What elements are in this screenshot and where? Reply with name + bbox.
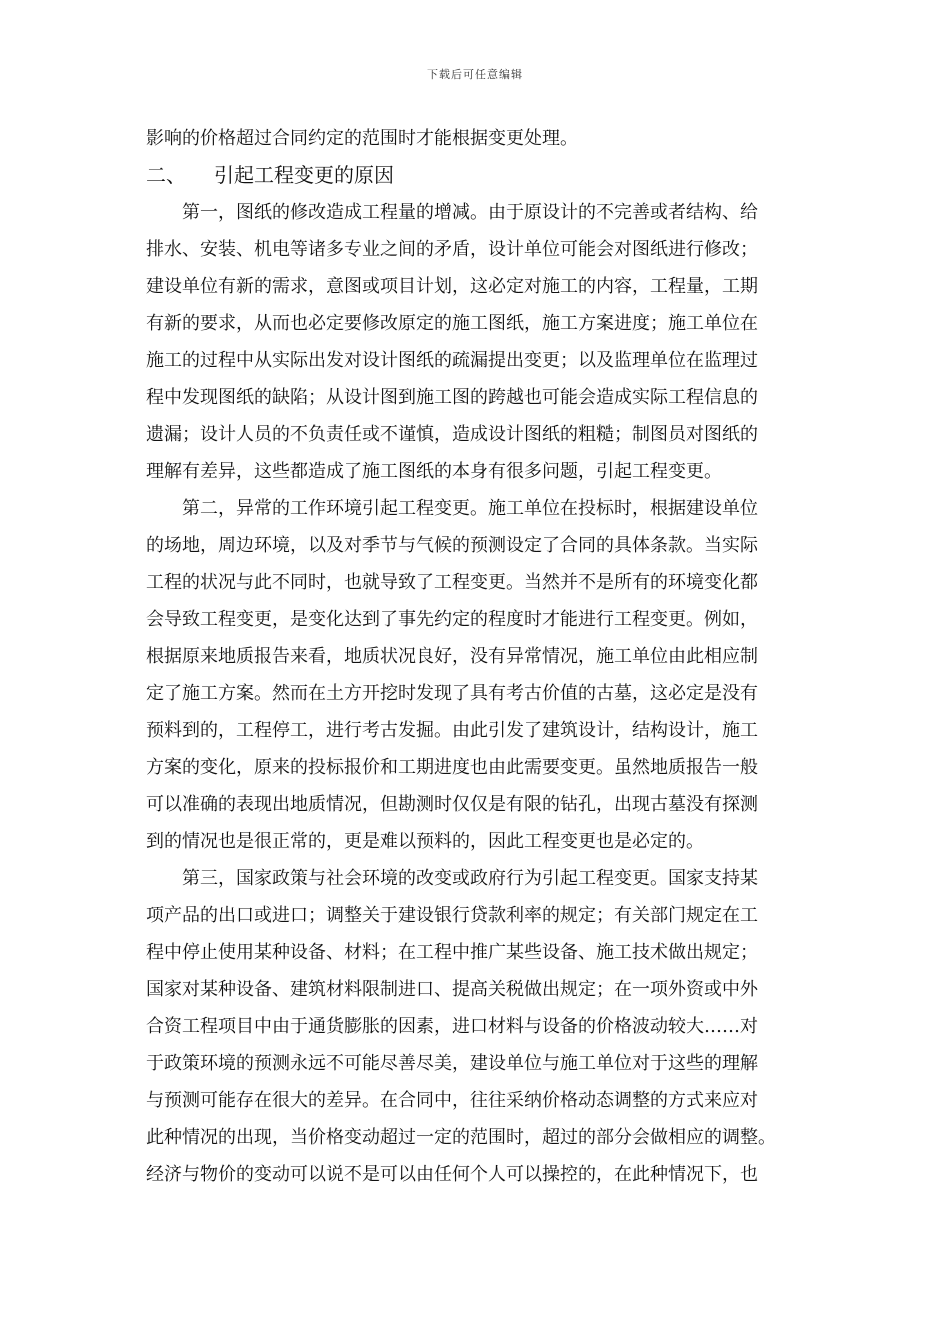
paragraph-line: 第一，图纸的修改造成工程量的增减。由于原设计的不完善或者结构、给 (182, 202, 758, 223)
document-body (146, 120, 806, 1193)
paragraph-line: 建设单位有新的需求，意图或项目计划，这必定对施工的内容，工程量，工期 (146, 276, 758, 297)
paragraph-2 (146, 490, 806, 860)
section-number: 二、 (146, 163, 186, 187)
paragraph-line: 国家对某种设备、建筑材料限制进口、提高关税做出规定；在一项外资或中外 (146, 979, 758, 1000)
paragraph-line: 经济与物价的变动可以说不是可以由任何个人可以操控的，在此种情况下，也 (146, 1164, 758, 1185)
paragraph-line: 定了施工方案。然而在土方开挖时发现了具有考古价值的古墓，这必定是没有 (146, 683, 758, 704)
paragraph-line: 与预测可能存在很大的差异。在合同中，往往采纳价格动态调整的方式来应对 (146, 1090, 758, 1111)
header-note: 下载后可任意编辑 (427, 68, 523, 81)
paragraph-line: 会导致工程变更，是变化达到了事先约定的程度时才能进行工程变更。例如， (146, 609, 758, 630)
paragraph-line: 施工的过程中从实际出发对设计图纸的疏漏提出变更；以及监理单位在监理过 (146, 350, 758, 371)
paragraph-line: 程中发现图纸的缺陷；从设计图到施工图的跨越也可能会造成实际工程信息的 (146, 387, 758, 408)
paragraph-line: 于政策环境的预测永远不可能尽善尽美，建设单位与施工单位对于这些的理解 (146, 1053, 758, 1074)
continuation-line: 影响的价格超过合同约定的范围时才能根据变更处理。 (146, 128, 578, 149)
paragraph-line: 第二，异常的工作环境引起工程变更。施工单位在投标时，根据建设单位 (182, 498, 758, 519)
paragraph-line: 程中停止使用某种设备、材料；在工程中推广某些设备、施工技术做出规定； (146, 942, 758, 963)
section-title: 引起工程变更的原因 (214, 163, 394, 187)
paragraph-line: 方案的变化，原来的投标报价和工期进度也由此需要变更。虽然地质报告一般 (146, 757, 758, 778)
paragraph-line: 合资工程项目中由于通货膨胀的因素，进口材料与设备的价格波动较大……对 (146, 1016, 758, 1037)
paragraph-line: 第三，国家政策与社会环境的改变或政府行为引起工程变更。国家支持某 (182, 868, 758, 889)
paragraph-line: 工程的状况与此不同时，也就导致了工程变更。当然并不是所有的环境变化都 (146, 572, 758, 593)
paragraph-line: 遗漏；设计人员的不负责任或不谨慎，造成设计图纸的粗糙；制图员对图纸的 (146, 424, 758, 445)
paragraph-line: 预料到的，工程停工，进行考古发掘。由此引发了建筑设计，结构设计，施工 (146, 720, 758, 741)
paragraph-line: 可以准确的表现出地质情况，但勘测时仅仅是有限的钻孔，出现古墓没有探测 (146, 794, 758, 815)
paragraph-line: 项产品的出口或进口；调整关于建设银行贷款利率的规定；有关部门规定在工 (146, 905, 758, 926)
paragraph-1 (146, 194, 806, 490)
paragraph-line: 到的情况也是很正常的，更是难以预料的，因此工程变更也是必定的。 (146, 831, 704, 852)
paragraph-line: 的场地，周边环境，以及对季节与气候的预测设定了合同的具体条款。当实际 (146, 535, 758, 556)
paragraph-3 (146, 860, 806, 1193)
section-heading (146, 157, 806, 194)
paragraph-line: 排水、安装、机电等诸多专业之间的矛盾，设计单位可能会对图纸进行修改； (146, 239, 758, 260)
paragraph-line: 有新的要求，从而也必定要修改原定的施工图纸，施工方案进度；施工单位在 (146, 313, 758, 334)
paragraph-line: 此种情况的出现，当价格变动超过一定的范围时，超过的部分会做相应的调整。 (146, 1127, 776, 1148)
paragraph-line: 理解有差异，这些都造成了施工图纸的本身有很多问题，引起工程变更。 (146, 461, 722, 482)
paragraph-line: 根据原来地质报告来看，地质状况良好，没有异常情况，施工单位由此相应制 (146, 646, 758, 667)
